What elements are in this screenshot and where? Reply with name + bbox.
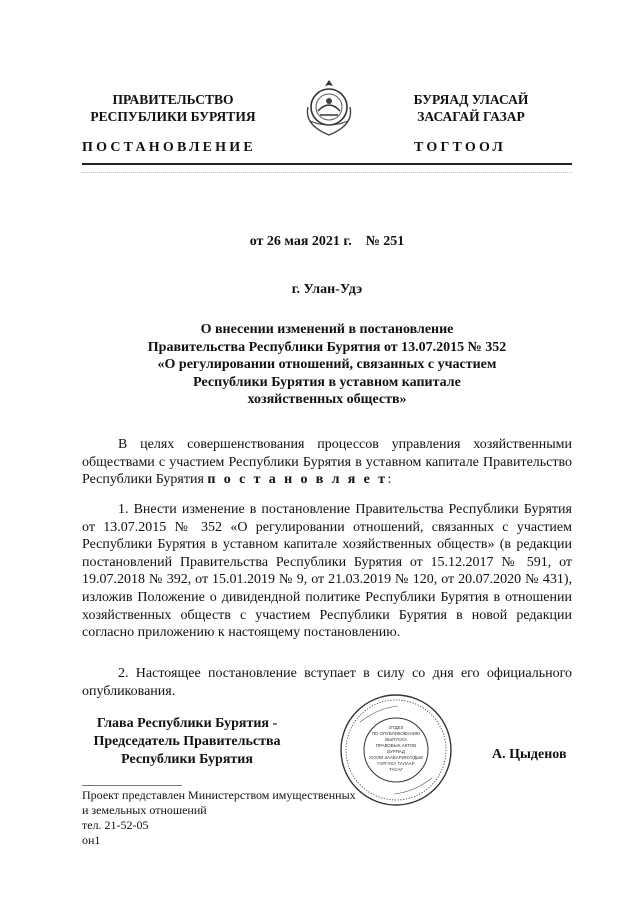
city: г. Улан-Удэ bbox=[291, 282, 363, 297]
seal-line: ХУУЛИ ЗААБАРИНУУДЫЕ bbox=[368, 755, 424, 760]
signatory-line: Республики Бурятия bbox=[121, 752, 253, 767]
header-right-line: БУРЯАД УЛАСАЙ bbox=[413, 92, 529, 107]
signatory-line: Председатель Правительства bbox=[93, 734, 281, 749]
header-left-line: ПРАВИТЕЛЬСТВО bbox=[112, 92, 234, 107]
title-line: хозяйственных обществ» bbox=[247, 392, 407, 407]
seal-line: ТАСАГ bbox=[389, 767, 403, 772]
intro-end: : bbox=[387, 472, 392, 488]
seal-line: ВЫПУСКА bbox=[385, 737, 407, 742]
title-line: «О регулировании отношений, связанных с участием bbox=[157, 357, 497, 372]
document-type-ru: ПОСТАНОВЛЕНИЕ bbox=[82, 140, 256, 155]
signatory-name: А. Цыденов bbox=[492, 747, 567, 762]
seal-line: БУРЯАД bbox=[387, 749, 405, 754]
header-left-line: РЕСПУБЛИКИ БУРЯТИЯ bbox=[90, 109, 256, 124]
document-type-bua: ТОГТООЛ bbox=[414, 140, 507, 155]
title-line: Республики Бурятия в уставном капитале bbox=[193, 374, 461, 390]
seal-line: ПО ОПУБЛИКОВАНИЮ bbox=[371, 731, 421, 736]
footnote-line: и земельных отношений bbox=[82, 803, 207, 817]
header-dotted-rule bbox=[82, 172, 572, 173]
footnote-line: он1 bbox=[82, 833, 101, 847]
title-line: Правительства Республики Бурятия от 13.07.2015 № 352 bbox=[147, 339, 507, 355]
header-left-org bbox=[84, 91, 262, 125]
intro-text: В целях совершенствования процессов управления хозяйственными обществами с участием Республики Бурятия в уставном капитале Правительство Республики Бурятия bbox=[82, 437, 572, 488]
item-2-paragraph: 2. Настоящее постановление вступает в силу со дня его официального опубликования. bbox=[82, 666, 572, 699]
header-right-org bbox=[382, 91, 560, 125]
date-and-number: от 26 мая 2021 г. № 251 bbox=[249, 234, 405, 249]
footnote-line: тел. 21-52-05 bbox=[82, 818, 149, 832]
footnote-line: Проект представлен Министерством имущественных bbox=[82, 788, 356, 802]
seal-line: ПРАВОВЫХ АКТОВ bbox=[375, 743, 417, 748]
intro-paragraph bbox=[82, 436, 572, 489]
resolves-keyword: п о с т а н о в л я е т bbox=[207, 472, 388, 488]
footnote bbox=[82, 788, 356, 848]
signatory-position bbox=[82, 715, 292, 769]
seal-line: ГАРГАХА ТАЛААР bbox=[377, 761, 415, 766]
title-line: О внесении изменений в постановление bbox=[200, 322, 454, 337]
footnote-rule bbox=[82, 785, 182, 786]
document-title bbox=[82, 321, 572, 409]
header-rule bbox=[82, 163, 572, 165]
header-right-line: ЗАСАГАЙ ГАЗАР bbox=[417, 109, 525, 124]
coat-of-arms-emblem bbox=[300, 77, 358, 139]
signatory-line: Глава Республики Бурятия - bbox=[96, 716, 278, 731]
item-1-paragraph: 1. Внести изменение в постановление Правительства Республики Бурятия от 13.07.2015 № 352 «О регулировании отношений, связанных с участием Республики Бурятия в уставном капитале хозяйственных обществ» (в редакции постановлений Правительства Республики Бурятия от 15.12.2017 № 591, от 19.07.2018 № 392, от 15.01.2019 № 9, от 21.03.2019 № 120, от 20.07.2020 № 431), изложив Положение о дивидендной политике Республики Бурятия в отношении хозяйственных обществ с участием Республики Бурятия в новой редакции согласно приложению к настоящему постановлению. bbox=[82, 502, 572, 641]
seal-line: ОТДЕЛ bbox=[388, 725, 404, 730]
